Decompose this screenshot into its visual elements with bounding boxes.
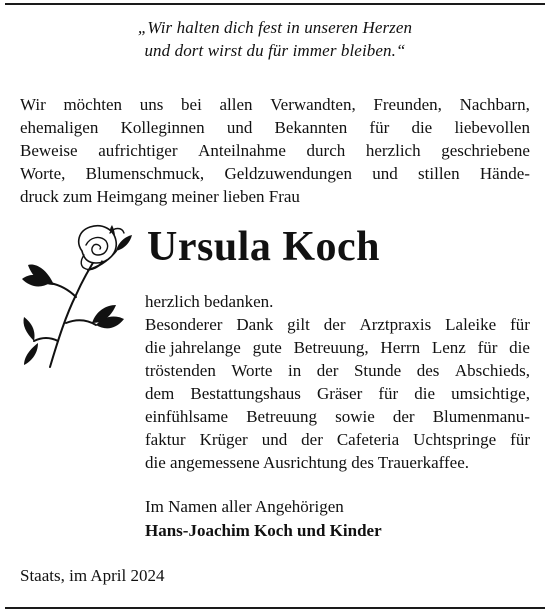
intro-word: geschriebene bbox=[441, 141, 530, 160]
intro-word: möchten bbox=[63, 95, 122, 114]
intro-paragraph bbox=[20, 93, 530, 208]
intro-word: Blumenschmuck, bbox=[85, 164, 205, 183]
thanks-word: Gräser bbox=[316, 384, 363, 403]
intro-word: Nachbarn, bbox=[459, 95, 530, 114]
thanks-line bbox=[145, 359, 530, 382]
intro-word: liebevollen bbox=[454, 118, 530, 137]
thanks-paragraph bbox=[145, 290, 530, 474]
intro-line bbox=[20, 162, 530, 185]
thanks-word: für bbox=[510, 315, 530, 334]
intro-line-last: druck zum Heimgang meiner lieben Frau bbox=[20, 187, 300, 206]
rose-illustration-icon bbox=[20, 215, 140, 375]
intro-word: Bekannten bbox=[274, 118, 348, 137]
thanks-word: und bbox=[261, 430, 288, 449]
thanks-word: Arztpraxis bbox=[359, 315, 432, 334]
intro-word: Beweise bbox=[20, 141, 78, 160]
thanks-word: für bbox=[477, 338, 498, 357]
intro-word: Kolleginnen bbox=[120, 118, 205, 137]
intro-word: aufrichtiger bbox=[98, 141, 178, 160]
thanks-line bbox=[145, 428, 530, 451]
intro-word: für bbox=[369, 118, 390, 137]
signoff-line: Im Namen aller Angehörigen bbox=[145, 497, 344, 516]
intro-line bbox=[20, 139, 530, 162]
thanks-line-last: die angemessene Ausrichtung des Trauerkaffee. bbox=[145, 453, 470, 472]
memorial-quote bbox=[0, 16, 550, 62]
thanks-word: einfühlsame bbox=[145, 407, 229, 426]
intro-word: uns bbox=[139, 95, 164, 114]
intro-word: bei bbox=[181, 95, 202, 114]
thanks-word: der bbox=[301, 430, 323, 449]
thanks-word: Laleike bbox=[445, 315, 497, 334]
thanks-line-first: herzlich bedanken. bbox=[145, 292, 274, 311]
thanks-line bbox=[145, 405, 530, 428]
intro-word: herzlich bbox=[365, 141, 421, 160]
thanks-word: des bbox=[416, 361, 440, 380]
intro-word: Geldzuwendungen bbox=[224, 164, 352, 183]
intro-word: und bbox=[372, 164, 398, 183]
thanks-word: Krüger bbox=[199, 430, 248, 449]
thanks-word: die bbox=[509, 338, 530, 357]
thanks-word: Cafeteria bbox=[336, 430, 400, 449]
signoff bbox=[145, 495, 382, 543]
intro-word: durch bbox=[306, 141, 346, 160]
intro-word: Worte, bbox=[20, 164, 66, 183]
thanks-word: in bbox=[287, 361, 302, 380]
thanks-word: für bbox=[378, 384, 399, 403]
thanks-word: Lenz bbox=[431, 338, 466, 357]
deceased-name: Ursula Koch bbox=[147, 224, 381, 270]
thanks-word: faktur bbox=[145, 430, 186, 449]
thanks-word: Abschieds, bbox=[454, 361, 530, 380]
quote-line-1: „Wir halten dich fest in unseren Herzen bbox=[137, 18, 413, 37]
thanks-word: die bbox=[414, 384, 436, 403]
thanks-word: für bbox=[510, 430, 530, 449]
thanks-word: die jahrelange bbox=[145, 338, 241, 357]
thanks-word: Blumenmanu- bbox=[432, 407, 530, 426]
thanks-word: Betreuung bbox=[246, 407, 318, 426]
intro-word: stillen bbox=[418, 164, 460, 183]
thanks-word: sowie bbox=[335, 407, 375, 426]
thanks-word: umsichtige, bbox=[451, 384, 530, 403]
thanks-word: Bestattungshaus bbox=[190, 384, 301, 403]
thanks-word: Worte bbox=[231, 361, 273, 380]
thanks-word: Stunde bbox=[353, 361, 402, 380]
thanks-line bbox=[145, 382, 530, 405]
intro-word: allen bbox=[219, 95, 253, 114]
thanks-word: der bbox=[316, 361, 339, 380]
intro-line bbox=[20, 93, 530, 116]
thanks-word: gute bbox=[252, 338, 282, 357]
intro-word: Wir bbox=[20, 95, 46, 114]
intro-word: Verwandten, bbox=[270, 95, 356, 114]
intro-word: Anteilnahme bbox=[198, 141, 286, 160]
thanks-word: Besonderer bbox=[145, 315, 223, 334]
intro-word: und bbox=[226, 118, 253, 137]
thanks-word: gilt bbox=[287, 315, 310, 334]
thanks-word: Dank bbox=[236, 315, 274, 334]
thanks-word: dem bbox=[145, 384, 175, 403]
intro-word: ehemaligen bbox=[20, 118, 99, 137]
signoff-names: Hans-Joachim Koch und Kinder bbox=[145, 521, 382, 540]
thanks-word: tröstenden bbox=[145, 361, 216, 380]
intro-word: Freunden, bbox=[373, 95, 442, 114]
thanks-word: Herrn bbox=[380, 338, 421, 357]
quote-line-2: und dort wirst du für immer bleiben.“ bbox=[144, 41, 406, 60]
thanks-line bbox=[145, 336, 530, 359]
top-border-rule bbox=[5, 3, 545, 5]
bottom-border-rule bbox=[5, 607, 545, 609]
intro-line bbox=[20, 116, 530, 139]
intro-word: die bbox=[411, 118, 433, 137]
thanks-word: der bbox=[323, 315, 346, 334]
thanks-line bbox=[145, 313, 530, 336]
thanks-word: Betreuung, bbox=[293, 338, 369, 357]
place-date: Staats, im April 2024 bbox=[20, 566, 165, 585]
intro-word: Hände- bbox=[479, 164, 530, 183]
thanks-word: Uchtspringe bbox=[413, 430, 497, 449]
thanks-word: der bbox=[392, 407, 415, 426]
